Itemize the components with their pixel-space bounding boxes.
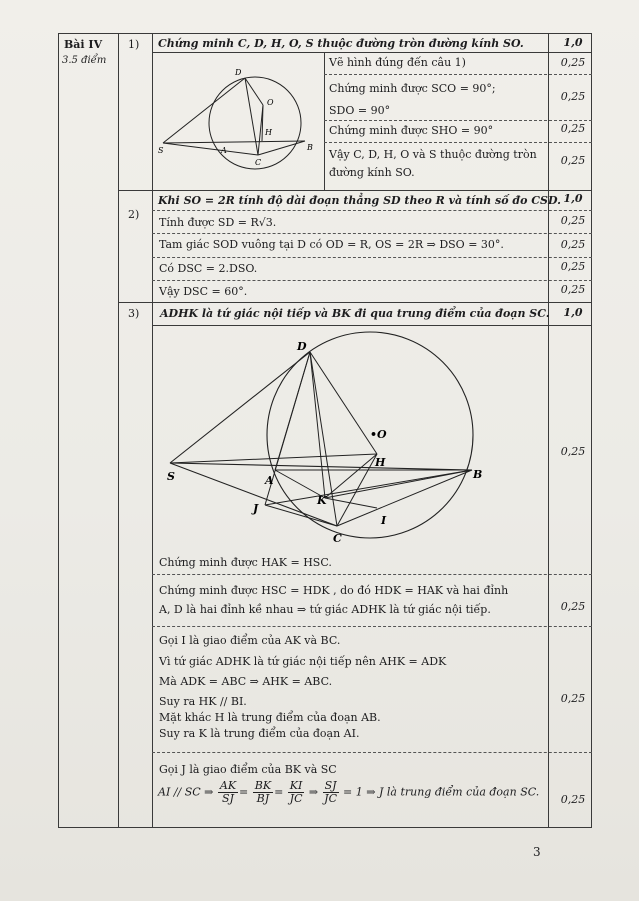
table-border-right — [591, 33, 592, 828]
p3-label-s: S — [167, 470, 175, 483]
part2-row3-text: Có DSC = 2.DSO. — [159, 262, 258, 275]
part1-number: 1) — [128, 38, 140, 51]
part3-block3-line5: Mặt khác H là trung điểm của đoạn AB. — [159, 711, 381, 724]
part1-sep1 — [324, 74, 592, 75]
p3-line-hk — [325, 454, 377, 498]
part2-score: 1,0 — [563, 192, 583, 205]
part2-row2-text: Tam giác SOD vuông tại D có OD = R, OS = 2R ⇒ DSO = 30°. — [159, 238, 504, 251]
part3-block4-score: 0,25 — [560, 793, 586, 806]
part1-figure — [155, 55, 323, 187]
p3-label-b: B — [473, 468, 483, 481]
part2-row1-text: Tính được SD = R√3. — [159, 216, 277, 229]
table-border-top — [58, 33, 592, 34]
p1-label-s: S — [158, 146, 164, 155]
part2-row2-score: 0,25 — [560, 238, 586, 251]
part3-figure-row-text: Chứng minh được HAK = HSC. — [159, 556, 332, 569]
p1-line-dc — [245, 78, 258, 155]
part3-block3-line6: Suy ra K là trung điểm của đoạn AI. — [159, 727, 360, 740]
p1-label-o: O — [267, 98, 274, 107]
p1-line-sc — [163, 143, 258, 155]
p3-line-bj — [265, 470, 472, 505]
part2-sep2 — [152, 257, 592, 258]
part1-row4-text: Vậy C, D, H, O và S thuộc đường tròn — [329, 148, 537, 161]
formula-prefix: AI // SC ⇒ — [158, 785, 214, 799]
part3-figure — [155, 330, 540, 550]
p1-label-d: D — [235, 68, 242, 77]
p1-line-cb — [258, 141, 305, 155]
table-border-bottom — [58, 827, 592, 828]
bai-label: Bài IV — [64, 38, 103, 51]
part3-sep2 — [152, 626, 592, 627]
p3-label-o: •O — [370, 428, 387, 441]
p3-line-sh — [170, 454, 377, 463]
p1-label-b: B — [307, 143, 313, 152]
p3-line-ki — [325, 498, 377, 508]
part1-row4-text2: đường kính SO. — [329, 166, 415, 179]
table-border-left — [58, 33, 59, 828]
p3-line-dk — [310, 352, 325, 498]
part1-title-rule — [152, 52, 592, 53]
frac-sj-jc: $\frac{SJ}{JC}$ — [324, 779, 337, 805]
part1-sep2 — [324, 120, 592, 121]
part3-sep3 — [152, 752, 592, 753]
part3-block2-line1: Chứng minh được HSC = HDK , do đó HDK = HAK và hai đỉnh — [159, 584, 509, 597]
part2-row1-score: 0,25 — [560, 214, 586, 227]
part2-sep1 — [152, 233, 592, 234]
part3-block3-line2: Vì tứ giác ADHK là tứ giác nội tiếp nên AHK = ADK — [159, 655, 447, 668]
part1-sep3 — [324, 142, 592, 143]
part3-block2-score: 0,25 — [560, 600, 586, 613]
part1-row1-score: 0,25 — [560, 56, 586, 69]
p3-line-cj — [265, 505, 337, 526]
part1-row3-text: Chứng minh được SHO = 90° — [329, 124, 494, 137]
p1-line-sd — [163, 78, 245, 143]
col-divider-mid — [324, 52, 325, 190]
p3-label-h: H — [375, 456, 386, 469]
part1-row1-text: Vẽ hình đúng đến câu 1) — [329, 56, 466, 69]
part1-row2-text2: SDO = 90° — [329, 104, 391, 117]
part3-block3-line4: Suy ra HK // BI. — [159, 695, 247, 708]
p1-line-sb — [163, 141, 305, 143]
part3-title-rule — [152, 325, 592, 326]
part1-bottom-rule — [118, 190, 592, 191]
part2-title: Khi SO = 2R tính độ dài đoạn thẳng SD theo R và tính số đo CSD. — [158, 194, 561, 207]
p1-circle — [209, 77, 301, 169]
p3-label-a: A — [265, 474, 274, 487]
p3-line-sc — [170, 463, 337, 526]
formula-implies: ⇒ — [308, 785, 319, 799]
part2-sep0 — [152, 210, 592, 211]
part3-block3-line1: Gọi I là giao điểm của AK và BC. — [159, 634, 341, 647]
part2-row3-score: 0,25 — [560, 260, 586, 273]
points-total: 3.5 điểm — [62, 55, 107, 66]
frac-ki-jc: $\frac{KI}{JC}$ — [289, 779, 303, 805]
p3-label-k: K — [317, 494, 327, 507]
part3-number: 3) — [128, 307, 140, 320]
part1-row2-text: Chứng minh được SCO = 90°; — [329, 82, 496, 95]
p3-label-d: D — [297, 340, 307, 353]
part2-bottom-rule — [118, 302, 592, 303]
part2-row4-score: 0,25 — [560, 283, 586, 296]
col-divider-2 — [152, 33, 153, 828]
part2-row4-text: Vậy DSC = 60°. — [159, 285, 248, 298]
part1-row2-score: 0,25 — [560, 90, 586, 103]
p1-label-c: C — [255, 158, 262, 167]
part1-title: Chứng minh C, D, H, O, S thuộc đường tròn đường kính SO. — [158, 37, 524, 50]
part3-block4-formula: AI // SC ⇒ $\frac{AK}{SJ}$ = $\frac{BK}{BJ}$ = $\frac{KI}{JC}$ ⇒ $\frac{SJ}{JC}$ = 1 ⇒ J là trung điểm của đoạn SC. — [158, 779, 540, 805]
formula-suffix: = 1 ⇒ J là trung điểm của đoạn SC. — [343, 785, 540, 799]
p3-label-i: I — [381, 514, 387, 527]
p3-line-sd — [170, 352, 310, 463]
frac-bk-bj: $\frac{BK}{BJ}$ — [254, 779, 272, 805]
p3-line-hc — [337, 454, 377, 526]
part1-row4-score: 0,25 — [560, 154, 586, 167]
part3-block3-score: 0,25 — [560, 692, 586, 705]
col-divider-3 — [548, 33, 549, 828]
p1-label-a: A — [221, 146, 227, 155]
part3-title: ADHK là tứ giác nội tiếp và BK đi qua trung điểm của đoạn SC. — [160, 307, 550, 320]
part3-sep1 — [152, 574, 592, 575]
frac-ak-sj: $\frac{AK}{SJ}$ — [219, 779, 237, 805]
part3-figure-score: 0,25 — [560, 445, 586, 458]
part3-score: 1,0 — [563, 306, 583, 319]
page-number: 3 — [533, 845, 541, 859]
col-divider-1 — [118, 33, 119, 828]
p3-line-sb — [170, 463, 472, 470]
part3-block3-line3: Mà ADK = ABC ⇒ AHK = ABC. — [159, 675, 333, 688]
part3-block2-line2: A, D là hai đỉnh kề nhau ⇒ tứ giác ADHK là tứ giác nội tiếp. — [159, 603, 491, 616]
part2-sep3 — [152, 280, 592, 281]
p3-label-j: J — [253, 502, 259, 515]
part1-row3-score: 0,25 — [560, 122, 586, 135]
p3-line-dh — [310, 352, 377, 454]
p1-label-h: H — [265, 128, 272, 137]
p3-label-c: C — [333, 532, 342, 545]
part3-block4-line1: Gọi J là giao điểm của BK và SC — [159, 763, 337, 776]
part2-number: 2) — [128, 208, 140, 221]
part1-score: 1,0 — [563, 36, 583, 49]
